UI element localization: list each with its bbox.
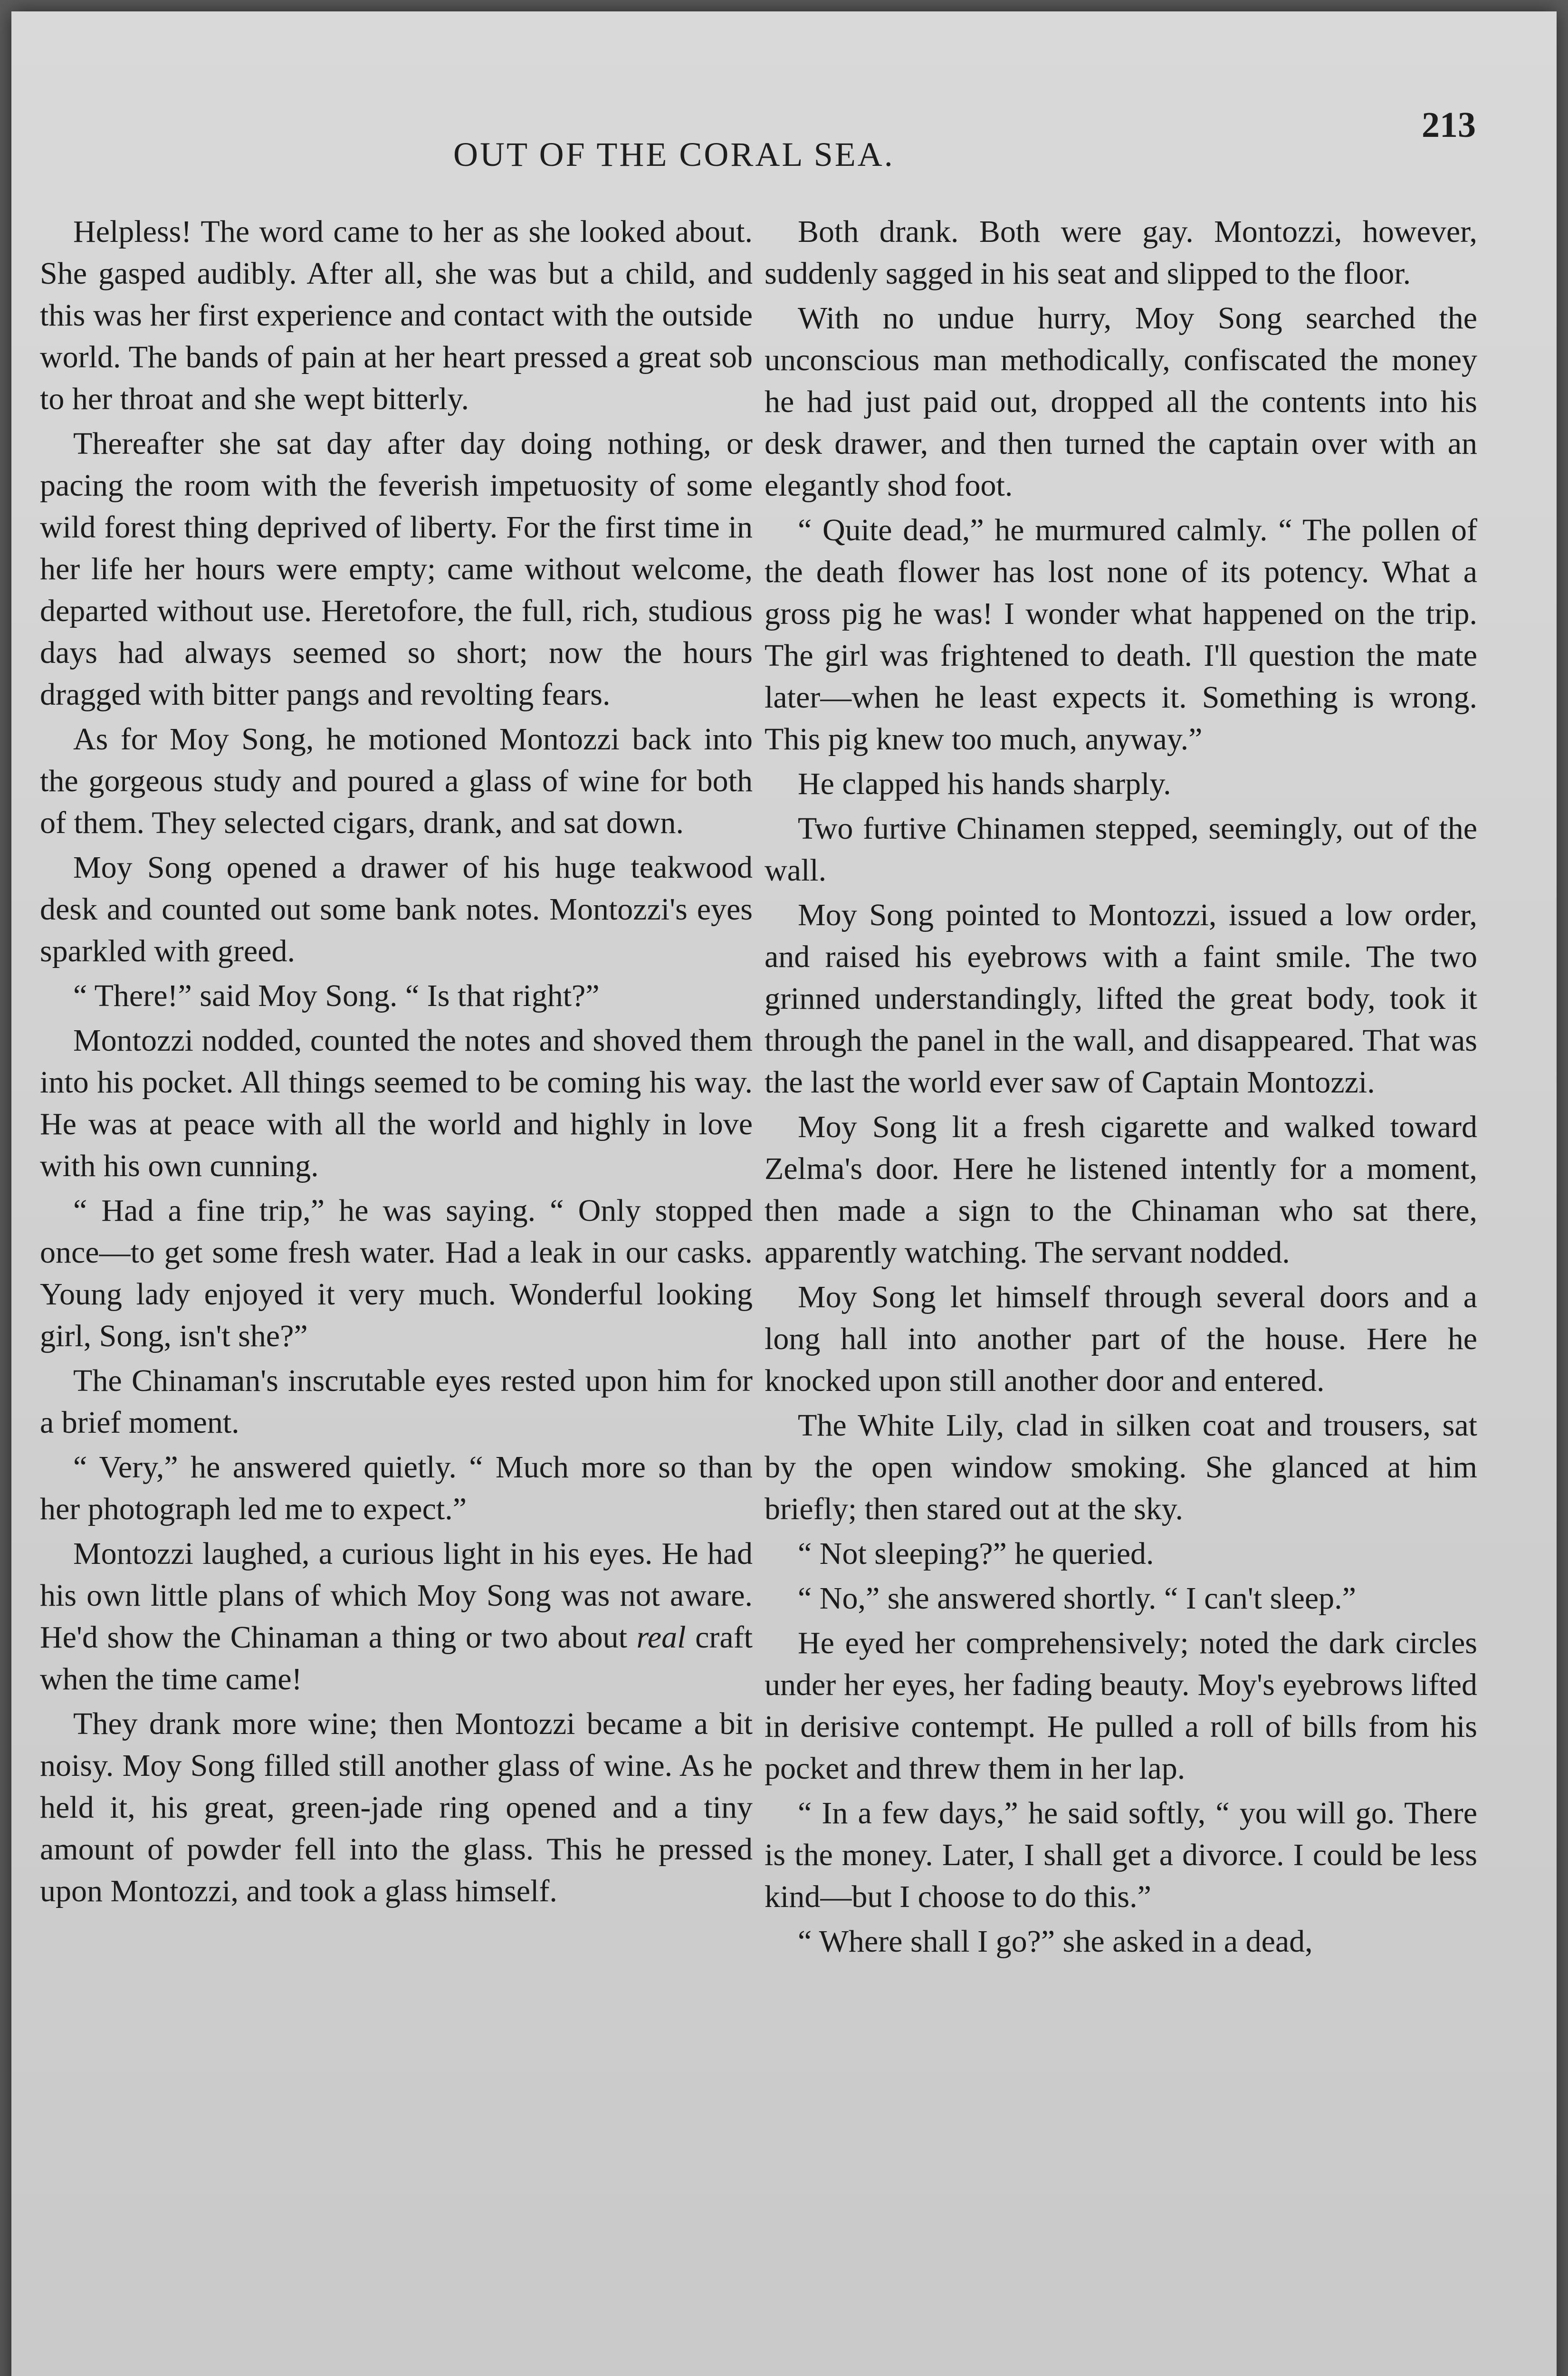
page-number: 213: [1422, 105, 1476, 145]
paragraph: With no undue hurry, Moy Song searched the unconscious man methodically, confiscated the money he had just paid out, dropped all the contents into his desk drawer, and then turned the captain over with an elegantly shod foot.: [765, 301, 1477, 503]
paragraph: They drank more wine; then Montozzi became a bit noisy. Moy Song filled still another glass of wine. As he held it, his great, green-jade ring opened and a tiny amount of powder fell into the glass. This he pressed upon Montozzi, and took a glass himself.: [40, 1706, 753, 1908]
paragraph: “ Quite dead,” he murmured calmly. “ The pollen of the death flower has lost none of its potency. What a gross pig he was! I wonder what happened on the trip. The girl was frightened to death. I'll question the mate later—when he least expects it. Something is wrong. This pig knew too much, anyway.”: [765, 513, 1477, 757]
running-title: OUT OF THE CORAL SEA.: [453, 135, 895, 173]
paragraph: Two furtive Chinamen stepped, seemingly, out of the wall.: [765, 811, 1477, 888]
paragraph: Montozzi nodded, counted the notes and shoved them into his pocket. All things seemed to be coming his way. He was at peace with all the world and highly in love with his own cunning.: [40, 1023, 753, 1183]
paragraph: “ Where shall I go?” she asked in a dead,: [798, 1924, 1313, 1959]
paragraph-text: craft when the time came!: [40, 1620, 753, 1696]
left-column: [40, 211, 753, 2373]
paragraph: As for Moy Song, he motioned Montozzi back into the gorgeous study and poured a glass of wine for both of them. They selected cigars, drank, and sat down.: [40, 722, 753, 840]
italic-word: real: [636, 1620, 686, 1655]
paragraph: He eyed her comprehensively; noted the dark circles under her eyes, her fading beauty. Moy's eyebrows lifted in derisive contempt. He pulled a roll of bills from his pocket and threw them in her lap.: [765, 1626, 1477, 1786]
paragraph: “ In a few days,” he said softly, “ you will go. There is the money. Later, I shall get a divorce. I could be less kind—but I choose to do this.”: [765, 1796, 1477, 1914]
paragraph: Moy Song let himself through several doors and a long hall into another part of the house. Here he knocked upon still another door and entered.: [765, 1280, 1477, 1398]
paragraph: Moy Song opened a drawer of his huge teakwood desk and counted out some bank notes. Montozzi's eyes sparkled with greed.: [40, 850, 753, 968]
paragraph: Helpless! The word came to her as she looked about. She gasped audibly. After all, she was but a child, and this was her first experience and contact with the outside world. The bands of pain at her heart pressed a great sob to her throat and she wept bitterly.: [40, 214, 753, 416]
right-column: [765, 211, 1477, 2373]
paragraph: “ No,” she answered shortly. “ I can't sleep.”: [798, 1581, 1356, 1616]
paragraph: “ Very,” he answered quietly. “ Much more so than her photograph led me to expect.”: [40, 1450, 753, 1526]
paragraph: The White Lily, clad in silken coat and trousers, sat by the open window smoking. She glanced at him briefly; then stared out at the sky.: [765, 1408, 1477, 1526]
paragraph: Moy Song lit a fresh cigarette and walked toward Zelma's door. Here he listened intently for a moment, then made a sign to the Chinaman who sat there, apparently watching. The servant nodded.: [765, 1110, 1477, 1270]
paragraph: He clapped his hands sharply.: [798, 766, 1171, 801]
paragraph: “ Not sleeping?” he queried.: [798, 1536, 1154, 1571]
paragraph-with-italic: [40, 1533, 753, 1700]
page-header: [11, 102, 1557, 173]
paragraph: Both drank. Both were gay. Montozzi, however, suddenly sagged in his seat and slipped to the floor.: [765, 214, 1477, 291]
book-page: [11, 11, 1557, 2376]
paragraph: The Chinaman's inscrutable eyes rested upon him for a brief moment.: [40, 1363, 753, 1440]
paragraph-text: Montozzi laughed, a curious light in his eyes. He had his own little plans of which Moy Song was not aware. He'd show the Chinaman a thing or two about: [40, 1536, 753, 1655]
paragraph: “ There!” said Moy Song. “ Is that right?”: [73, 978, 600, 1013]
paragraph: Thereafter she sat day after day doing nothing, or pacing the room with the feverish impetuosity of some wild forest thing deprived of liberty. For the first time in her life her hours were empty; came without welcome, departed without use. Heretofore, the full, rich, studious days had always seemed so short; now the hours dragged with bitter pangs and revolting fears.: [40, 426, 753, 712]
paragraph: “ Had a fine trip,” he was saying. “ Only stopped once—to get some fresh water. Had a leak in our casks. Young lady enjoyed it very much. Wonderful looking girl, Song, isn't she?”: [40, 1193, 753, 1353]
paragraph: Moy Song pointed to Montozzi, issued a low order, and raised his eyebrows with a faint smile. The two grinned understandingly, lifted the great body, took it through the panel in the wall, and disappeared. That was the last the world ever saw of Captain Montozzi.: [765, 898, 1477, 1100]
